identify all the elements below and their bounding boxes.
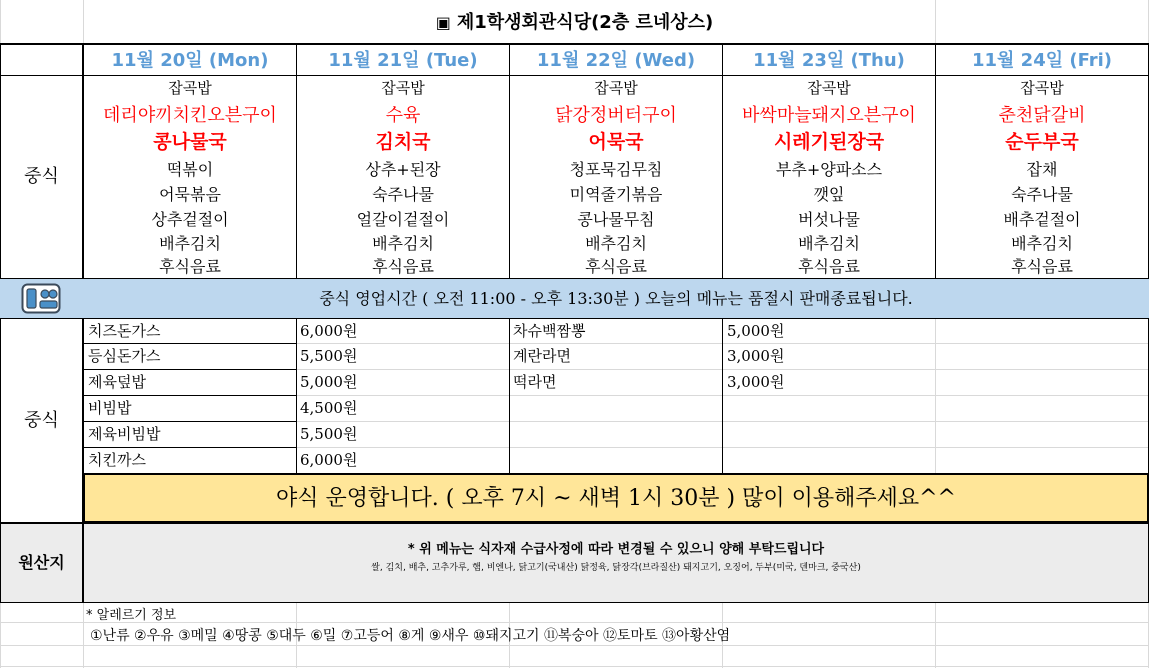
menu-soup: 어묵국 [588,131,644,153]
menu-side: 콩나물무침 [577,210,655,229]
menu-side: 배추김치 [798,234,860,253]
snack-item-name: 치즈돈가스 [88,322,161,340]
origin-details: 쌀, 김치, 배추, 고추가루, 햄, 비엔나, 닭고기(국내산) 닭정육, 닭장각(브라질산) 돼지고기, 오징어, 두부(미국, 덴마크, 중국산) [371,563,861,573]
menu-soup: 김치국 [375,131,431,153]
night-snack-notice: 야식 운영합니다. ( 오후 7시 ~ 새벽 1시 30분 ) 많이 이용해주세요^^ [83,473,1149,523]
menu-main-dish: 춘천닭갈비 [998,105,1086,126]
menu-side: 숙주나물 [1011,185,1073,204]
menu-side: 버섯나물 [798,210,860,229]
snack-item-name: 차슈백짬뽕 [513,322,586,340]
menu-side: 얼갈이겉절이 [356,210,450,229]
snack-item-name: 비빔밥 [88,399,132,417]
lunch-label: 중식 [24,166,59,187]
menu-change-notice: * 위 메뉴는 식자재 수급사정에 따라 변경될 수 있으니 양해 부탁드립니다 [407,542,825,557]
hours-notice: 중식 영업시간 ( 오전 11:00 - 오후 13:30분 ) 오늘의 메뉴는 품절시 판매종료됩니다. [83,279,1149,318]
snack-item-price: 5,000원 [300,373,358,391]
menu-side: 배추겉절이 [1003,210,1081,229]
menu-column-wed [510,76,722,278]
origin-label: 원산지 [18,553,65,572]
day-header-thu: 11월 23일 (Thu) [753,50,905,71]
day-header-tue: 11월 21일 (Tue) [328,50,478,71]
menu-side: 배추김치 [159,234,221,253]
menu-main-dish: 데리야끼치킨오븐구이 [103,105,277,126]
menu-rice: 잡곡밥 [594,79,638,97]
snack-item-name: 계란라면 [513,347,571,365]
snack-item-name: 제육덮밥 [88,373,146,391]
menu-side: 숙주나물 [372,185,434,204]
menu-rice: 잡곡밥 [1020,79,1064,97]
menu-side: 떡볶이 [166,160,214,179]
snack-item-name: 제육비빔밥 [88,425,161,443]
snack-item-price: 3,000원 [727,373,785,391]
snack-item-price: 5,500원 [300,425,358,443]
day-header-fri: 11월 24일 (Fri) [971,50,1113,71]
page-title: ▣ 제1학생회관식당(2층 르네상스) [435,12,714,33]
menu-rice: 잡곡밥 [168,79,212,97]
menu-side: 깻잎 [813,185,845,204]
menu-side: 후식음료 [372,257,434,276]
menu-side: 어묵볶음 [159,185,221,204]
menu-side: 잡채 [1026,160,1058,179]
snack-item-price: 6,000원 [300,322,358,340]
menu-main-dish: 닭강정버터구이 [555,105,677,126]
menu-side: 배추김치 [372,234,434,253]
menu-soup: 시레기된장국 [773,131,885,153]
menu-side: 상추+된장 [365,160,441,179]
snack-item-price: 4,500원 [300,399,358,417]
day-header-mon: 11월 20일 (Mon) [111,50,269,71]
snack-item-price: 5,000원 [727,322,785,340]
menu-side: 후식음료 [159,257,221,276]
menu-side: 상추겉절이 [151,210,229,229]
menu-column-thu [723,76,935,278]
snack-item-price: 6,000원 [300,451,358,469]
menu-rice: 잡곡밥 [381,79,425,97]
snack-label: 중식 [24,410,59,431]
menu-rice: 잡곡밥 [807,79,851,97]
snack-item-price: 5,500원 [300,347,358,365]
menu-side: 배추김치 [585,234,647,253]
menu-side: 배추김치 [1011,234,1073,253]
menu-soup: 콩나물국 [153,131,227,153]
snack-item-name: 치킨까스 [88,451,146,469]
square-bullet-icon: ▣ [435,13,451,32]
menu-side: 미역줄기볶음 [569,185,663,204]
snack-item-price: 3,000원 [727,347,785,365]
menu-column-mon [84,76,296,278]
menu-side: 부추+양파소스 [775,160,883,179]
allergy-list: ①난류 ②우유 ③메밀 ④땅콩 ⑤대두 ⑥밀 ⑦고등어 ⑧게 ⑨새우 ⑩돼지고기 ⑪복숭아 ⑫토마토 ⑬아황산염 [90,628,731,644]
day-header-wed: 11월 22일 (Wed) [536,50,696,71]
menu-main-dish: 바싹마늘돼지오븐구이 [742,105,916,126]
snack-item-name: 등심돈가스 [88,347,161,365]
allergy-title: * 알레르기 정보 [86,608,177,623]
menu-side: 후식음료 [1011,257,1073,276]
menu-main-dish: 수육 [385,105,421,126]
menu-side: 후식음료 [798,257,860,276]
menu-soup: 순두부국 [1005,131,1079,153]
menu-column-fri [936,76,1148,278]
menu-column-tue [297,76,509,278]
meal-tray-icon [21,283,61,314]
snack-item-name: 떡라면 [513,373,557,391]
menu-side: 청포묵김무침 [569,160,663,179]
menu-side: 후식음료 [585,257,647,276]
